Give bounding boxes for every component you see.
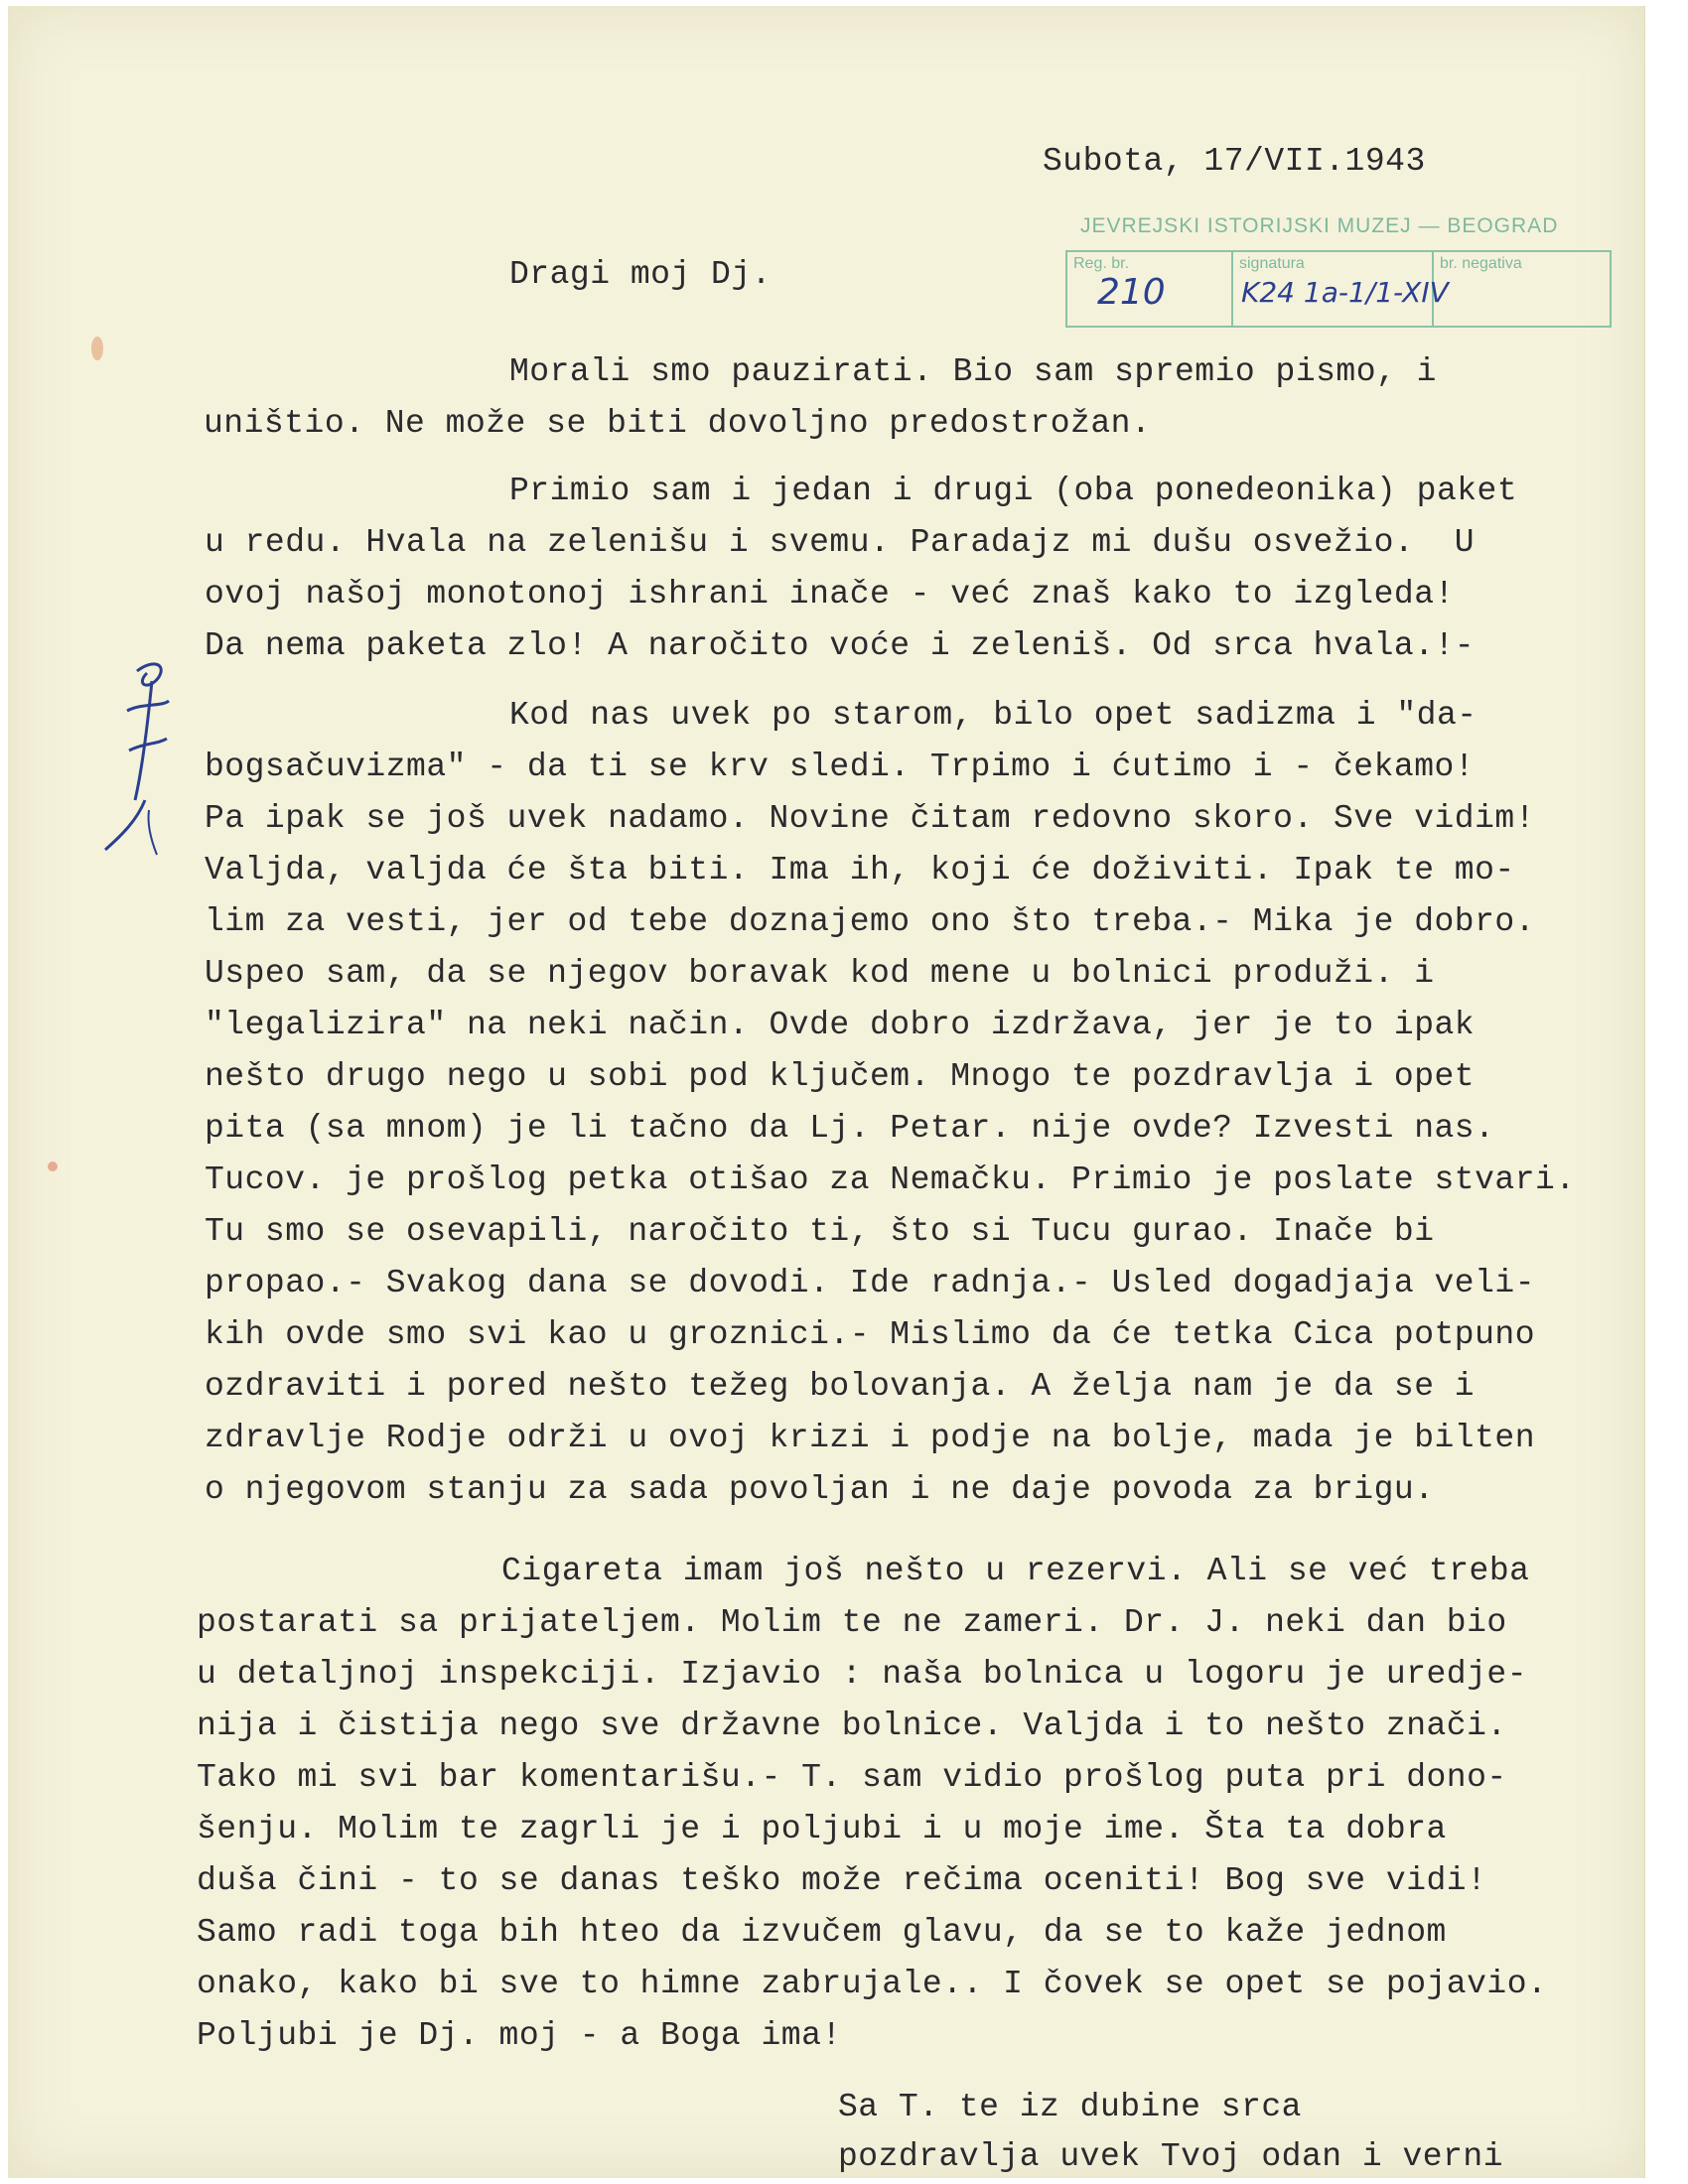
closing-line: Sa T. te iz dubine srca: [838, 2089, 1302, 2125]
letter-line: o njegovom stanju za sada povoljan i ne daje povoda za brigu.: [205, 1471, 1435, 1508]
stamp-title: JEVREJSKI ISTORIJSKI MUZEJ — BEOGRAD: [1080, 214, 1559, 237]
letter-line: Valjda, valjda će šta biti. Ima ih, koji će doživiti. Ipak te mo-: [205, 852, 1515, 888]
letter-line: u detaljnoj inspekciji. Izjavio : naša bolnica u logoru je uredje-: [197, 1656, 1528, 1693]
letter-line: uništio. Ne može se biti dovoljno predostrožan.: [204, 405, 1152, 442]
letter-line: Samo radi toga bih hteo da izvučem glavu, da se to kaže jednom: [197, 1914, 1447, 1951]
letter-line: Tako mi svi bar komentarišu.- T. sam vidio prošlog puta pri dono-: [197, 1759, 1507, 1796]
letter-line: Da nema paketa zlo! A naročito voće i zeleniš. Od srca hvala.!-: [205, 627, 1476, 664]
stamp-value-signature: K24 1a-1/1-XIV: [1241, 276, 1449, 309]
letter-line: lim za vesti, jer od tebe doznajemo ono što treba.- Mika je dobro.: [205, 903, 1536, 940]
letter-line: Uspeo sam, da se njegov boravak kod mene u bolnici produži. i: [205, 955, 1435, 992]
letter-line: Morali smo pauzirati. Bio sam spremio pismo, i: [509, 353, 1437, 390]
letter-line: nešto drugo nego u sobi pod ključem. Mnogo te pozdravlja i opet: [205, 1058, 1476, 1095]
letter-line: "legalizira" na neki način. Ovde dobro izdržava, jer je to ipak: [205, 1007, 1476, 1043]
paper-spot: [87, 334, 107, 363]
letter-line: Kod nas uvek po starom, bilo opet sadizma i "da-: [509, 697, 1477, 734]
letter-line: Primio sam i jedan i drugi (oba ponedeonika) paket: [509, 473, 1518, 509]
letter-line: postarati sa prijateljem. Molim te ne zameri. Dr. J. neki dan bio: [197, 1604, 1507, 1641]
letter-line: pita (sa mnom) je li tačno da Lj. Petar. nije ovde? Izvesti nas.: [205, 1110, 1495, 1147]
closing-line: pozdravlja uvek Tvoj odan i verni: [838, 2138, 1504, 2175]
letter-line: Tu smo se osevapili, naročito ti, što si Tucu gurao. Inače bi: [205, 1213, 1435, 1250]
stamp-label-signature: signatura: [1239, 255, 1305, 272]
stamp-box: [1065, 250, 1612, 328]
letter-date: Subota, 17/VII.1943: [1043, 143, 1426, 180]
stamp-cell-reg: [1067, 252, 1233, 326]
museum-stamp: [1065, 212, 1612, 327]
letter-page: [8, 6, 1645, 2178]
letter-line: u redu. Hvala na zelenišu i svemu. Paradajz mi dušu osvežio. U: [205, 524, 1476, 561]
stamp-label-reg: Reg. br.: [1073, 255, 1130, 272]
letter-line: Tucov. je prošlog petka otišao za Nemačku. Primio je poslate stvari.: [205, 1161, 1576, 1198]
letter-line: onako, kako bi sve to himne zabrujale.. I čovek se opet se pojavio.: [197, 1966, 1548, 2002]
salutation: Dragi moj Dj.: [509, 256, 772, 293]
letter-line: zdravlje Rodje održi u ovoj krizi i podje na bolje, mada je bilten: [205, 1420, 1536, 1456]
stamp-cell-signature: [1233, 252, 1449, 326]
letter-line: ozdraviti i pored nešto težeg bolovanja. A želja nam je da se i: [205, 1368, 1476, 1405]
letter-line: ovoj našoj monotonoj ishrani inače - već znaš kako to izgleda!: [205, 576, 1455, 613]
letter-line: Cigareta imam još nešto u rezervi. Ali se već treba: [501, 1553, 1530, 1589]
letter-line: Poljubi je Dj. moj - a Boga ima!: [197, 2017, 842, 2054]
letter-line: kih ovde smo svi kao u groznici.- Mislimo da će tetka Cica potpuno: [205, 1316, 1536, 1353]
stamp-value-reg: 210: [1097, 272, 1166, 313]
paper-spot: [46, 1160, 60, 1173]
stamp-label-negative: br. negativa: [1440, 255, 1522, 272]
letter-line: Pa ipak se još uvek nadamo. Novine čitam redovno skoro. Sve vidim!: [205, 800, 1536, 837]
letter-line: duša čini - to se danas teško može rečima oceniti! Bog sve vidi!: [197, 1862, 1487, 1899]
stamp-cell-negative: [1434, 252, 1608, 326]
letter-line: propao.- Svakog dana se dovodi. Ide radnja.- Usled dogadjaja veli-: [205, 1265, 1536, 1301]
letter-line: nija i čistija nego sve državne bolnice. Valjda i to nešto znači.: [197, 1707, 1507, 1744]
handwritten-margin-mark: [97, 651, 187, 870]
letter-line: bogsačuvizma" - da ti se krv sledi. Trpimo i ćutimo i - čekamo!: [205, 749, 1476, 785]
letter-line: šenju. Molim te zagrli je i poljubi i u moje ime. Šta ta dobra: [197, 1811, 1447, 1847]
